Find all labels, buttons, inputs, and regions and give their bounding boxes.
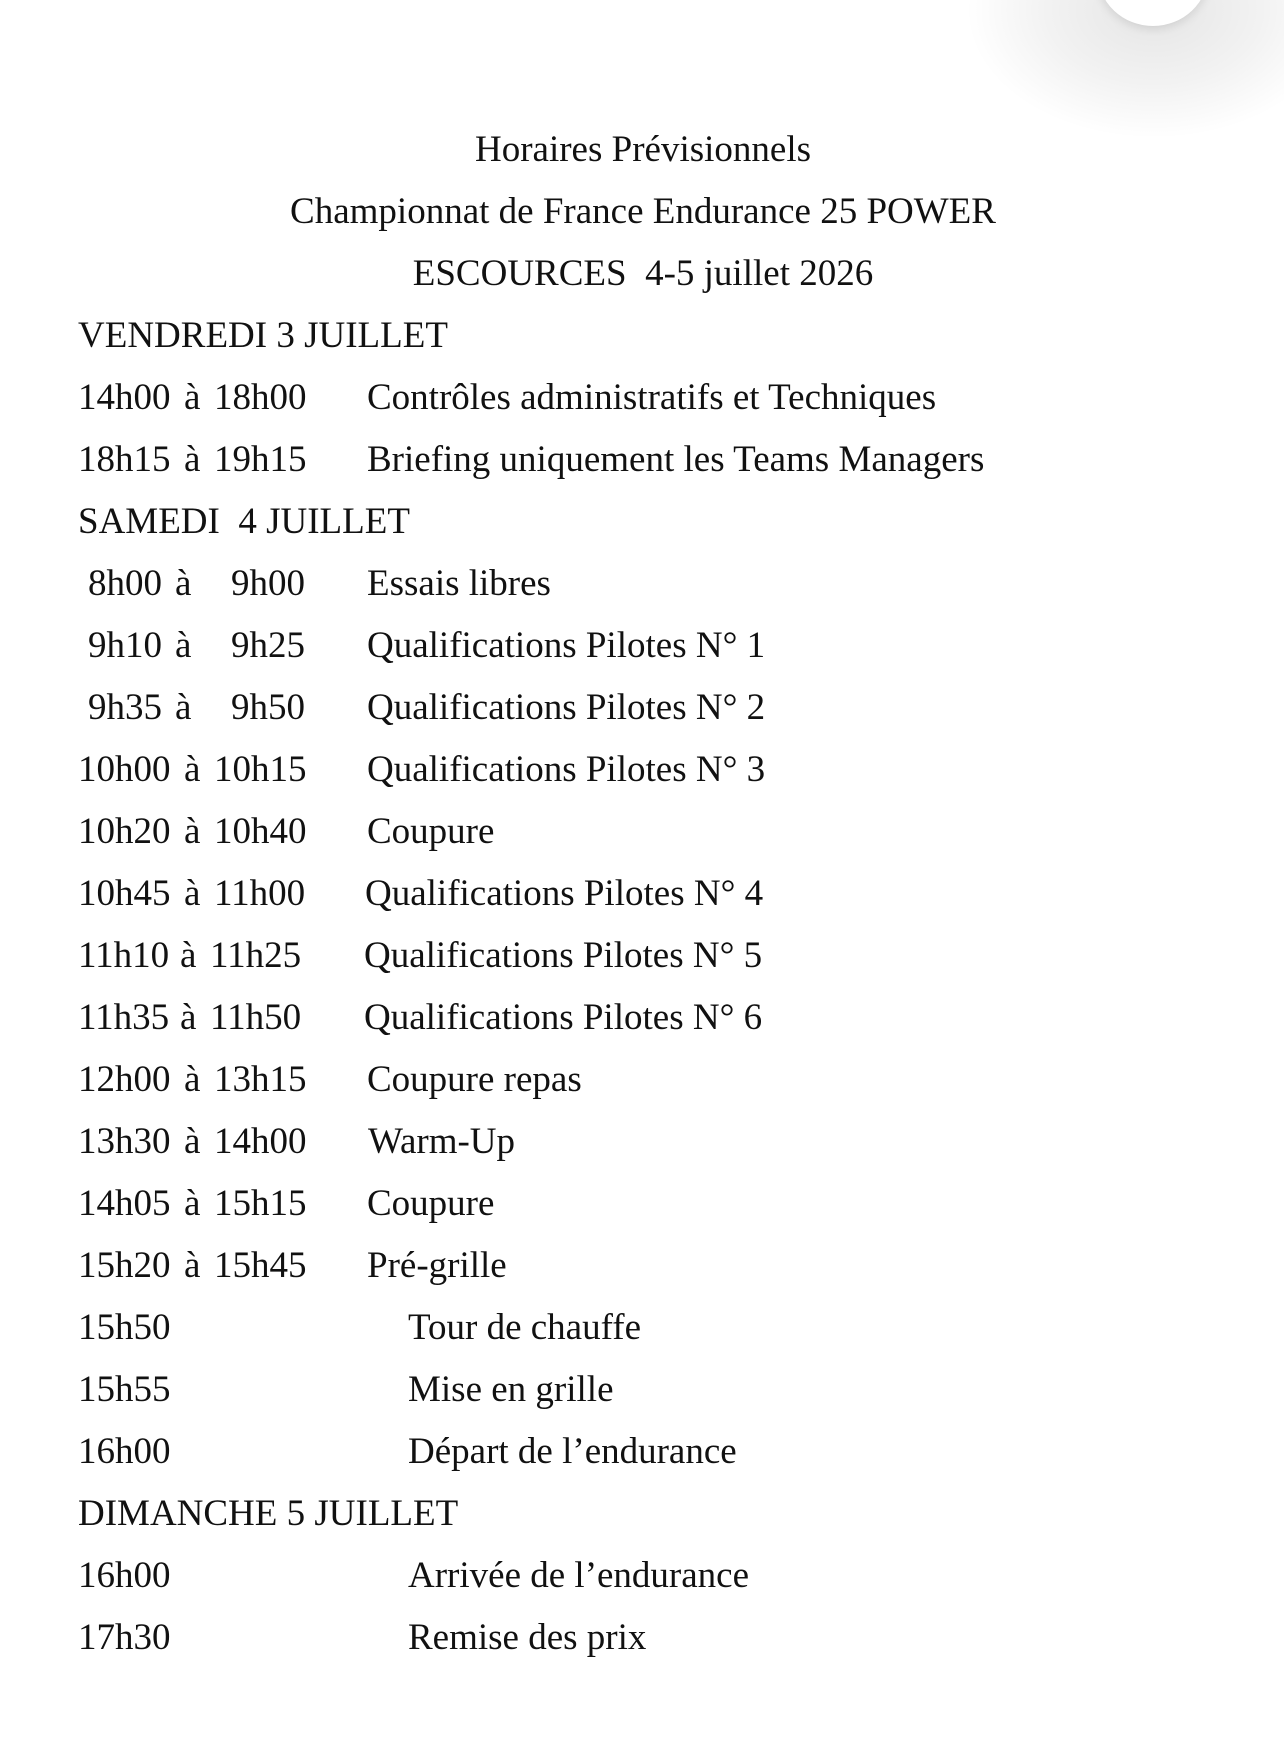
schedule-row [78, 934, 1208, 978]
time-separator: à [175, 625, 192, 666]
time-start: 15h50 [78, 1307, 171, 1348]
activity-label: Warm-Up [368, 1121, 516, 1162]
schedule-row [78, 996, 1208, 1040]
time-separator: à [184, 811, 201, 852]
corner-shadow [964, 0, 1284, 140]
time-separator: à [184, 873, 201, 914]
schedule-row [78, 376, 1208, 420]
schedule-row [78, 1306, 1208, 1350]
time-end: 11h50 [210, 997, 302, 1038]
activity-label: Coupure repas [367, 1059, 582, 1100]
time-start: 9h10 [88, 625, 162, 666]
time-separator: à [184, 439, 201, 480]
day-heading-friday: VENDREDI 3 JUILLET [78, 315, 448, 356]
schedule-row [78, 1058, 1208, 1102]
time-start: 15h55 [78, 1369, 171, 1410]
time-end: 9h50 [231, 687, 305, 728]
time-start: 10h45 [78, 873, 171, 914]
time-separator: à [180, 935, 197, 976]
schedule-row [78, 1554, 1208, 1598]
time-separator: à [184, 1245, 201, 1286]
time-separator: à [184, 749, 201, 790]
activity-label: Tour de chauffe [408, 1307, 642, 1348]
time-start: 14h00 [78, 377, 171, 418]
time-start: 15h20 [78, 1245, 171, 1286]
time-start: 11h10 [78, 935, 170, 976]
activity-label: Coupure [367, 1183, 495, 1224]
activity-label: Essais libres [367, 563, 551, 604]
time-end: 15h15 [214, 1183, 307, 1224]
schedule-row [78, 686, 1208, 730]
activity-label: Pré-grille [367, 1245, 507, 1286]
schedule-row [78, 438, 1208, 482]
schedule-row [78, 1616, 1208, 1660]
activity-label: Départ de l’endurance [408, 1431, 737, 1472]
schedule-row [78, 872, 1208, 916]
activity-label: Mise en grille [408, 1369, 614, 1410]
time-start: 9h35 [88, 687, 162, 728]
time-start: 13h30 [78, 1121, 171, 1162]
time-end: 11h25 [210, 935, 302, 976]
activity-label: Qualifications Pilotes N° 5 [364, 935, 763, 976]
time-end: 9h00 [231, 563, 305, 604]
schedule-row [78, 562, 1208, 606]
schedule-row [78, 1368, 1208, 1412]
time-separator: à [184, 1059, 201, 1100]
title-line-1: Horaires Prévisionnels [474, 129, 812, 170]
activity-label: Briefing uniquement les Teams Managers [367, 439, 985, 480]
time-start: 16h00 [78, 1431, 171, 1472]
title-line-2: Championnat de France Endurance 25 POWER [290, 191, 996, 232]
activity-label: Arrivée de l’endurance [408, 1555, 750, 1596]
time-start: 17h30 [78, 1617, 171, 1658]
activity-label: Qualifications Pilotes N° 4 [365, 873, 764, 914]
schedule-row [78, 1182, 1208, 1226]
time-start: 11h35 [78, 997, 170, 1038]
time-end: 13h15 [214, 1059, 307, 1100]
time-end: 14h00 [214, 1121, 307, 1162]
time-start: 12h00 [78, 1059, 171, 1100]
activity-label: Remise des prix [408, 1617, 647, 1658]
activity-label: Contrôles administratifs et Techniques [367, 377, 937, 418]
schedule-row [78, 810, 1208, 854]
schedule-row [78, 624, 1208, 668]
time-separator: à [175, 563, 192, 604]
day-heading-saturday: SAMEDI 4 JUILLET [78, 501, 410, 542]
title-line-3: ESCOURCES 4-5 juillet 2026 [412, 253, 874, 294]
time-start: 14h05 [78, 1183, 171, 1224]
time-end: 9h25 [231, 625, 305, 666]
time-start: 10h20 [78, 811, 171, 852]
activity-label: Coupure [367, 811, 495, 852]
schedule-row [78, 748, 1208, 792]
activity-label: Qualifications Pilotes N° 2 [367, 687, 766, 728]
schedule-row [78, 1120, 1208, 1164]
activity-label: Qualifications Pilotes N° 3 [367, 749, 766, 790]
time-start: 8h00 [88, 563, 162, 604]
time-separator: à [175, 687, 192, 728]
time-end: 15h45 [214, 1245, 307, 1286]
time-separator: à [180, 997, 197, 1038]
time-start: 18h15 [78, 439, 171, 480]
time-end: 19h15 [214, 439, 307, 480]
time-end: 18h00 [214, 377, 307, 418]
time-end: 11h00 [214, 873, 306, 914]
time-separator: à [184, 1121, 201, 1162]
time-start: 10h00 [78, 749, 171, 790]
time-start: 16h00 [78, 1555, 171, 1596]
time-separator: à [184, 1183, 201, 1224]
time-separator: à [184, 377, 201, 418]
activity-label: Qualifications Pilotes N° 6 [364, 997, 763, 1038]
time-end: 10h40 [214, 811, 307, 852]
time-end: 10h15 [214, 749, 307, 790]
schedule-row [78, 1430, 1208, 1474]
day-heading-sunday: DIMANCHE 5 JUILLET [78, 1493, 459, 1534]
schedule-row [78, 1244, 1208, 1288]
activity-label: Qualifications Pilotes N° 1 [367, 625, 766, 666]
